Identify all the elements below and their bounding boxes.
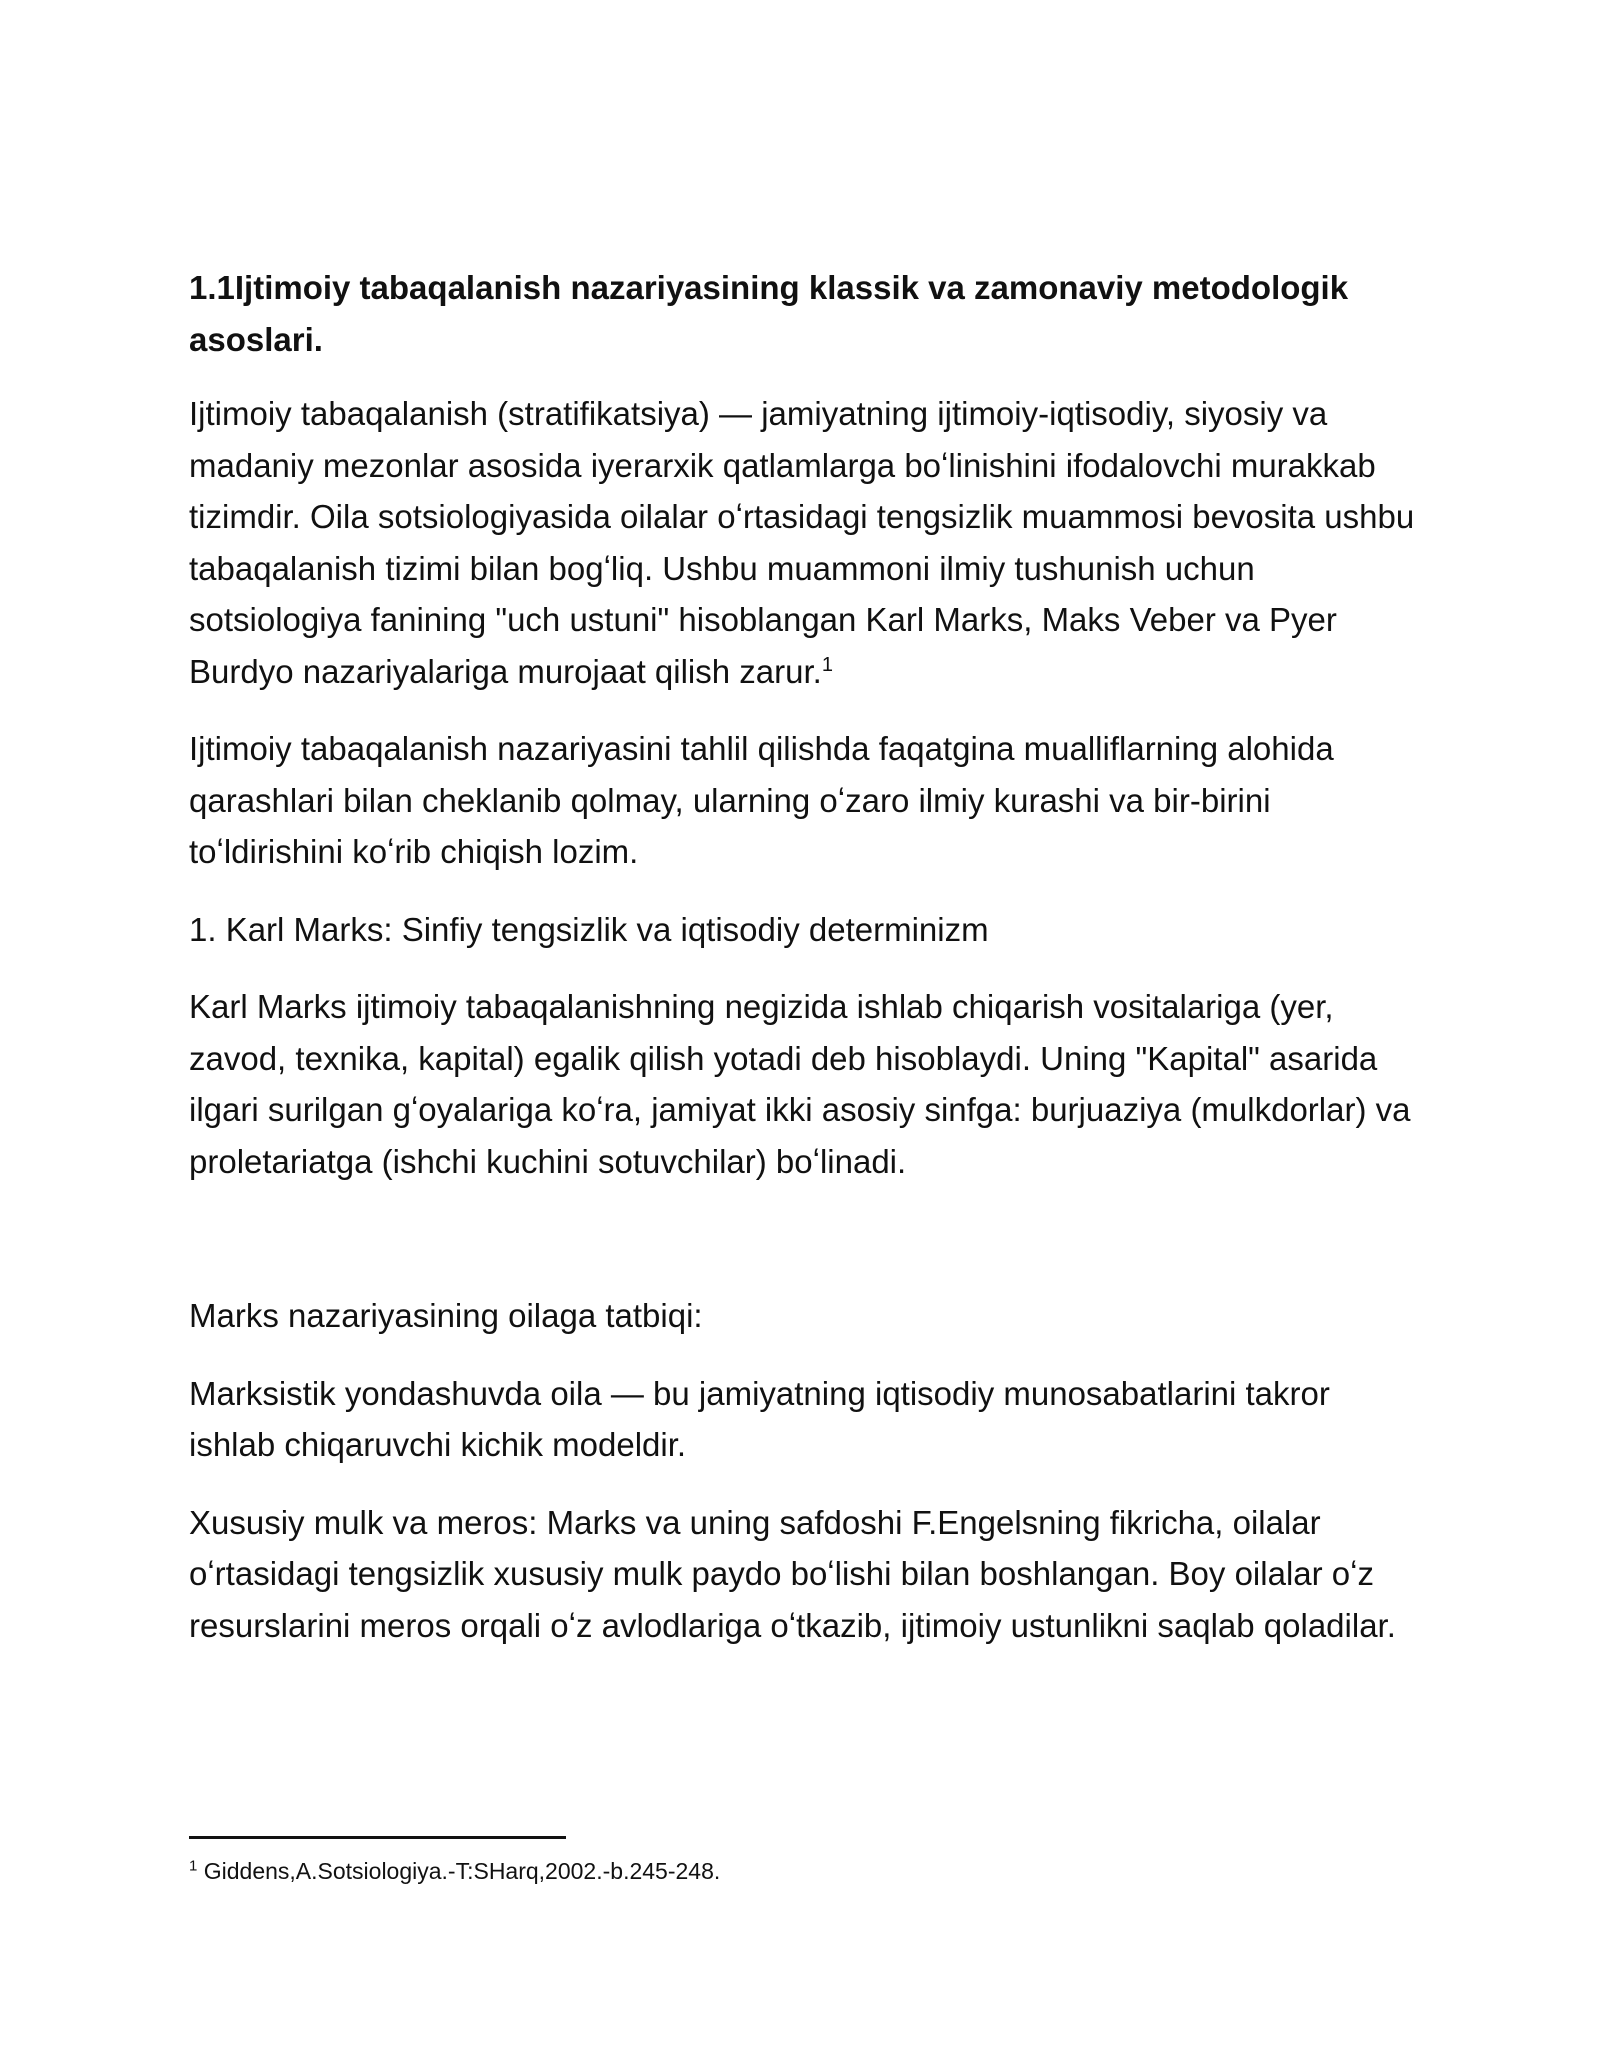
paragraph-marx-family-application: Marks nazariyasining oilaga tatbiqi:: [189, 1297, 703, 1334]
blank-line: [189, 1213, 1419, 1290]
document-body: [189, 262, 1419, 1677]
footnote-reference[interactable]: 1: [821, 653, 833, 676]
section-heading: 1.1Ijtimoiy tabaqalanish nazariyasining klassik va zamonaviy metodologik asoslari.: [189, 269, 1349, 358]
paragraph-private-property-inheritance: Xususiy mulk va meros: Marks va uning safdoshi F.Engelsning fikricha, oilalar oʻrtasidagi tengsizlik xususiy mulk paydo boʻlishi bilan boshlangan. Boy oilalar oʻz resurslarini meros orqali oʻz avlodlariga oʻtkazib, ijtimoiy ustunlikni saqlab qoladilar.: [189, 1503, 1396, 1644]
footnote-separator: [189, 1836, 566, 1839]
subsection-heading-marx: 1. Karl Marks: Sinfiy tengsizlik va iqtisodiy determinizm: [189, 910, 989, 948]
paragraph-marxist-family-model: Marksistik yondashuvda oila — bu jamiyatning iqtisodiy munosabatlarini takror ishlab chiqaruvchi kichik modeldir.: [189, 1374, 1330, 1463]
paragraph-text: Ijtimoiy tabaqalanish (stratifikatsiya) — jamiyatning ijtimoiy-iqtisodiy, siyosiy va madaniy mezonlar asosida iyerarxik qatlamlarga boʻlinishini ifodalovchi murakkab tizimdir. Oila sotsiologiyasida oilalar oʻrtasidagi tengsizlik muammosi bevosita ushbu tabaqalanish tizimi bilan bogʻliq. Ushbu muammoni ilmiy tushunish uchun sotsiologiya fanining "uch ustuni" hisoblangan Karl Marks, Maks Veber va Pyer Burdyo nazariyalariga murojaat qilish zarur.: [189, 395, 1415, 690]
paragraph-analysis-approach: Ijtimoiy tabaqalanish nazariyasini tahlil qilishda faqatgina mualliflarning alohida qarashlari bilan cheklanib qolmay, ularning oʻzaro ilmiy kurashi va bir-birini toʻldirishini koʻrib chiqish lozim.: [189, 730, 1334, 870]
footnote-mark: 1: [189, 1857, 198, 1875]
footnote-text: Giddens,A.Sotsiologiya.-T:SHarq,2002.-b.245-248.: [197, 1858, 721, 1884]
paragraph-stratification-definition: [189, 388, 1419, 697]
footnote: [189, 1856, 720, 1886]
paragraph-marx-classes: Karl Marks ijtimoiy tabaqalanishning negizida ishlab chiqarish vositalariga (yer, zavod, texnika, kapital) egalik qilish yotadi deb hisoblaydi. Uning "Kapital" asarida ilgari surilgan gʻoyalariga koʻra, jamiyat ikki asosiy sinfga: burjuaziya (mulkdorlar) va proletariatga (ishchi kuchini sotuvchilar) boʻlinadi.: [189, 988, 1411, 1180]
